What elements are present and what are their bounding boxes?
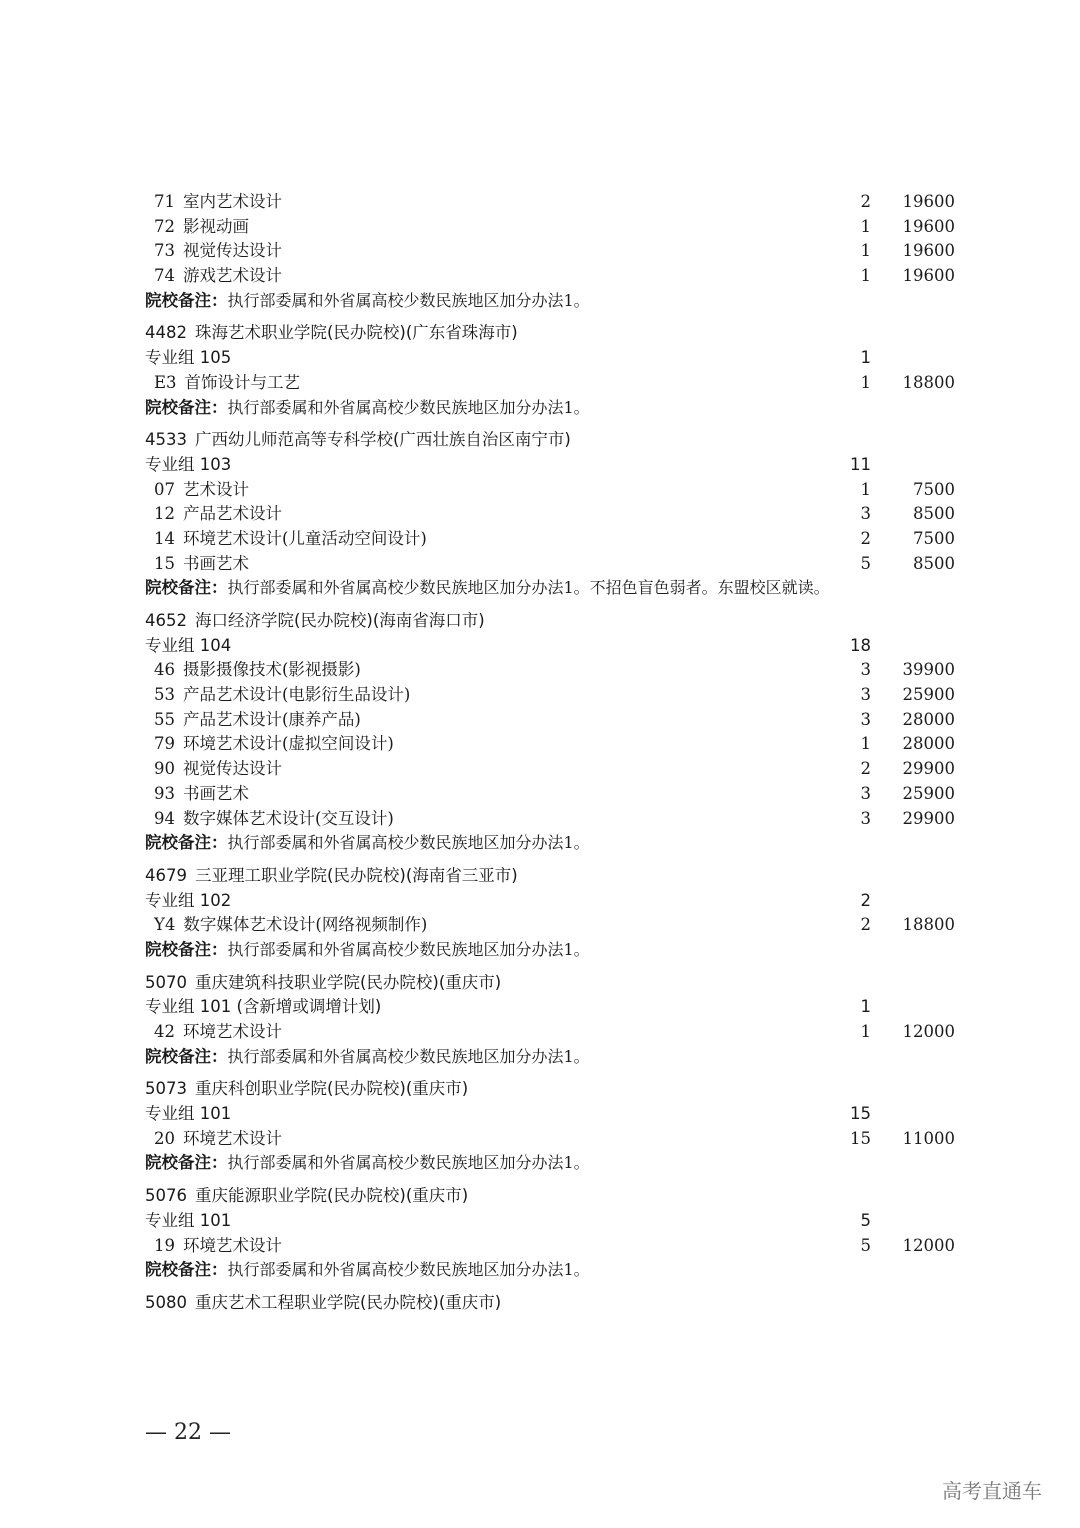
program-fee: 29900	[902, 759, 955, 779]
school-section	[145, 1184, 960, 1283]
school-header	[145, 1291, 960, 1316]
school-section	[145, 1077, 960, 1176]
program-name: 书画艺术	[183, 553, 249, 573]
group-label: 专业组 101	[145, 1104, 232, 1124]
school-code: 4652	[145, 611, 187, 630]
school-name: 三亚理工职业学院(民办院校)(海南省三亚市)	[195, 865, 518, 885]
school-name: 广西幼儿师范高等专科学校(广西壮族自治区南宁市)	[195, 430, 571, 450]
program-fee: 12000	[902, 1235, 955, 1255]
school-name: 重庆能源职业学院(民办院校)(重庆市)	[195, 1186, 469, 1206]
program-row	[145, 1234, 960, 1259]
program-fee: 19600	[902, 192, 955, 211]
school-note	[145, 396, 960, 421]
program-name: 产品艺术设计	[183, 504, 282, 524]
program-row	[145, 502, 960, 527]
note-text: 执行部委属和外省属高校少数民族地区加分办法1。	[227, 397, 590, 417]
program-code: 15	[154, 553, 175, 573]
program-row	[145, 215, 960, 240]
group-label: 专业组 101	[145, 1210, 232, 1230]
program-name: 首饰设计与工艺	[184, 372, 301, 392]
school-note	[145, 938, 960, 963]
program-row	[145, 264, 960, 289]
program-row	[145, 478, 960, 503]
program-row	[145, 239, 960, 264]
program-code: 07	[154, 479, 175, 499]
note-text: 执行部委属和外省属高校少数民族地区加分办法1。	[227, 1046, 590, 1066]
school-section	[145, 1291, 960, 1316]
program-name: 数字媒体艺术设计(网络视频制作)	[183, 915, 428, 935]
note-label: 院校备注：	[145, 397, 228, 417]
program-fee: 7500	[913, 528, 955, 548]
note-text: 执行部委属和外省属高校少数民族地区加分办法1。	[227, 833, 590, 853]
note-label: 院校备注：	[145, 578, 228, 598]
program-name: 数字媒体艺术设计(交互设计)	[183, 808, 394, 828]
program-row	[145, 658, 960, 683]
program-count: 2	[860, 192, 871, 211]
major-group	[145, 995, 960, 1020]
admission-plan-page	[145, 190, 960, 1316]
program-name: 书画艺术	[183, 783, 249, 803]
program-code: 12	[154, 504, 175, 524]
school-section	[145, 321, 960, 420]
group-label: 专业组 104	[145, 635, 232, 655]
program-code: 55	[154, 709, 175, 729]
program-name: 产品艺术设计(康养产品)	[183, 709, 361, 729]
group-label: 专业组 103	[145, 454, 232, 474]
program-row	[145, 683, 960, 708]
program-count: 1	[860, 479, 871, 499]
major-group	[145, 346, 960, 371]
program-fee: 19600	[902, 216, 955, 236]
school-header	[145, 864, 960, 889]
note-label: 院校备注：	[145, 833, 228, 853]
school-header	[145, 971, 960, 996]
school-note	[145, 831, 960, 856]
group-count: 18	[850, 635, 871, 655]
program-code: 93	[154, 783, 175, 803]
note-text: 执行部委属和外省属高校少数民族地区加分办法1。	[227, 939, 590, 959]
group-count: 15	[850, 1104, 871, 1124]
major-group	[145, 1209, 960, 1234]
school-name: 重庆科创职业学院(民办院校)(重庆市)	[195, 1079, 469, 1099]
program-name: 视觉传达设计	[183, 241, 282, 261]
program-name: 环境艺术设计(虚拟空间设计)	[183, 734, 394, 754]
program-code: 46	[154, 660, 175, 680]
note-text: 执行部委属和外省属高校少数民族地区加分办法1。	[227, 1260, 590, 1280]
program-row	[145, 527, 960, 552]
school-note	[145, 1045, 960, 1070]
program-count: 2	[860, 759, 871, 779]
program-name: 环境艺术设计	[183, 1235, 282, 1255]
program-fee: 25900	[902, 685, 955, 705]
program-count: 1	[860, 266, 871, 286]
program-code: 72	[154, 216, 175, 236]
school-note	[145, 576, 960, 601]
program-code: 53	[154, 685, 175, 705]
program-code: 71	[154, 192, 175, 211]
program-count: 1	[860, 241, 871, 261]
program-row	[145, 807, 960, 832]
group-count: 1	[860, 348, 871, 368]
school-code: 4482	[145, 323, 187, 343]
school-section	[145, 428, 960, 601]
group-label: 专业组 105	[145, 348, 232, 368]
program-count: 2	[860, 528, 871, 548]
program-fee: 12000	[902, 1022, 955, 1041]
note-label: 院校备注：	[145, 1153, 228, 1173]
program-code: Y4	[154, 915, 176, 935]
program-row	[145, 757, 960, 782]
note-label: 院校备注：	[145, 1260, 228, 1280]
program-code: E3	[154, 372, 177, 392]
note-label: 院校备注：	[145, 1046, 228, 1066]
program-row	[145, 1127, 960, 1152]
program-fee: 39900	[902, 660, 955, 680]
program-code: 73	[154, 241, 175, 261]
program-row	[145, 190, 960, 215]
school-code: 4533	[145, 430, 187, 450]
note-text: 执行部委属和外省属高校少数民族地区加分办法1。	[227, 290, 590, 310]
program-count: 3	[860, 783, 871, 803]
program-row	[145, 552, 960, 577]
program-code: 20	[154, 1128, 175, 1148]
program-row	[145, 913, 960, 938]
school-section	[145, 971, 960, 1070]
program-name: 游戏艺术设计	[183, 266, 282, 286]
major-group	[145, 453, 960, 478]
major-group	[145, 634, 960, 659]
program-code: 90	[154, 759, 175, 779]
program-name: 影视动画	[183, 216, 249, 236]
program-name: 环境艺术设计	[183, 1022, 282, 1041]
school-name: 重庆艺术工程职业学院(民办院校)(重庆市)	[195, 1292, 502, 1312]
program-name: 艺术设计	[183, 479, 249, 499]
school-note	[145, 289, 960, 314]
note-text: 执行部委属和外省属高校少数民族地区加分办法1。不招色盲色弱者。东盟校区就读。	[227, 578, 830, 598]
program-count: 5	[860, 553, 871, 573]
program-row	[145, 732, 960, 757]
group-label: 专业组 101 (含新增或调增计划)	[145, 997, 382, 1017]
school-section	[145, 864, 960, 963]
page-number: — 22 —	[145, 1420, 231, 1445]
program-count: 3	[860, 504, 871, 524]
program-fee: 8500	[913, 553, 955, 573]
major-group	[145, 1102, 960, 1127]
program-fee: 19600	[902, 241, 955, 261]
group-count: 1	[860, 997, 871, 1017]
group-count: 2	[860, 890, 871, 910]
major-group	[145, 889, 960, 914]
program-count: 5	[860, 1235, 871, 1255]
school-header	[145, 428, 960, 453]
program-name: 环境艺术设计(儿童活动空间设计)	[183, 528, 427, 548]
program-count: 3	[860, 660, 871, 680]
program-code: 42	[154, 1022, 175, 1041]
program-fee: 11000	[902, 1128, 955, 1148]
program-count: 2	[860, 915, 871, 935]
program-count: 1	[860, 734, 871, 754]
program-code: 74	[154, 266, 175, 286]
program-row	[145, 1020, 960, 1045]
school-name: 海口经济学院(民办院校)(海南省海口市)	[195, 611, 485, 630]
program-fee: 7500	[913, 479, 955, 499]
program-fee: 25900	[902, 783, 955, 803]
school-code: 5070	[145, 972, 187, 992]
continued-section	[145, 190, 960, 313]
school-header	[145, 609, 960, 634]
school-code: 4679	[145, 865, 187, 885]
group-count: 5	[860, 1210, 871, 1230]
program-code: 79	[154, 734, 175, 754]
note-text: 执行部委属和外省属高校少数民族地区加分办法1。	[227, 1153, 590, 1173]
program-fee: 29900	[902, 808, 955, 828]
program-count: 1	[860, 372, 871, 392]
program-name: 室内艺术设计	[183, 192, 282, 211]
school-name: 重庆建筑科技职业学院(民办院校)(重庆市)	[195, 972, 502, 992]
program-count: 1	[860, 1022, 871, 1041]
program-count: 15	[850, 1128, 871, 1148]
program-count: 3	[860, 685, 871, 705]
school-code: 5076	[145, 1186, 187, 1206]
program-count: 3	[860, 709, 871, 729]
program-code: 14	[154, 528, 175, 548]
watermark: 高考直通车	[942, 1479, 1042, 1503]
school-note	[145, 1151, 960, 1176]
program-row	[145, 371, 960, 396]
school-header	[145, 1077, 960, 1102]
program-code: 19	[154, 1235, 175, 1255]
program-name: 摄影摄像技术(影视摄影)	[183, 660, 361, 680]
program-fee: 28000	[902, 709, 955, 729]
note-label: 院校备注：	[145, 290, 228, 310]
school-section	[145, 609, 960, 856]
note-label: 院校备注：	[145, 939, 228, 959]
program-fee: 8500	[913, 504, 955, 524]
school-header	[145, 321, 960, 346]
program-fee: 18800	[902, 915, 955, 935]
group-count: 11	[850, 454, 871, 474]
school-code: 5080	[145, 1292, 187, 1312]
program-name: 视觉传达设计	[183, 759, 282, 779]
program-name: 产品艺术设计(电影衍生品设计)	[183, 685, 411, 705]
program-fee: 28000	[902, 734, 955, 754]
program-row	[145, 708, 960, 733]
school-note	[145, 1258, 960, 1283]
program-fee: 19600	[902, 266, 955, 286]
program-code: 94	[154, 808, 175, 828]
program-fee: 18800	[902, 372, 955, 392]
school-name: 珠海艺术职业学院(民办院校)(广东省珠海市)	[195, 323, 518, 343]
program-row	[145, 782, 960, 807]
school-header	[145, 1184, 960, 1209]
program-name: 环境艺术设计	[183, 1128, 282, 1148]
school-code: 5073	[145, 1079, 187, 1099]
program-count: 3	[860, 808, 871, 828]
program-count: 1	[860, 216, 871, 236]
group-label: 专业组 102	[145, 890, 232, 910]
